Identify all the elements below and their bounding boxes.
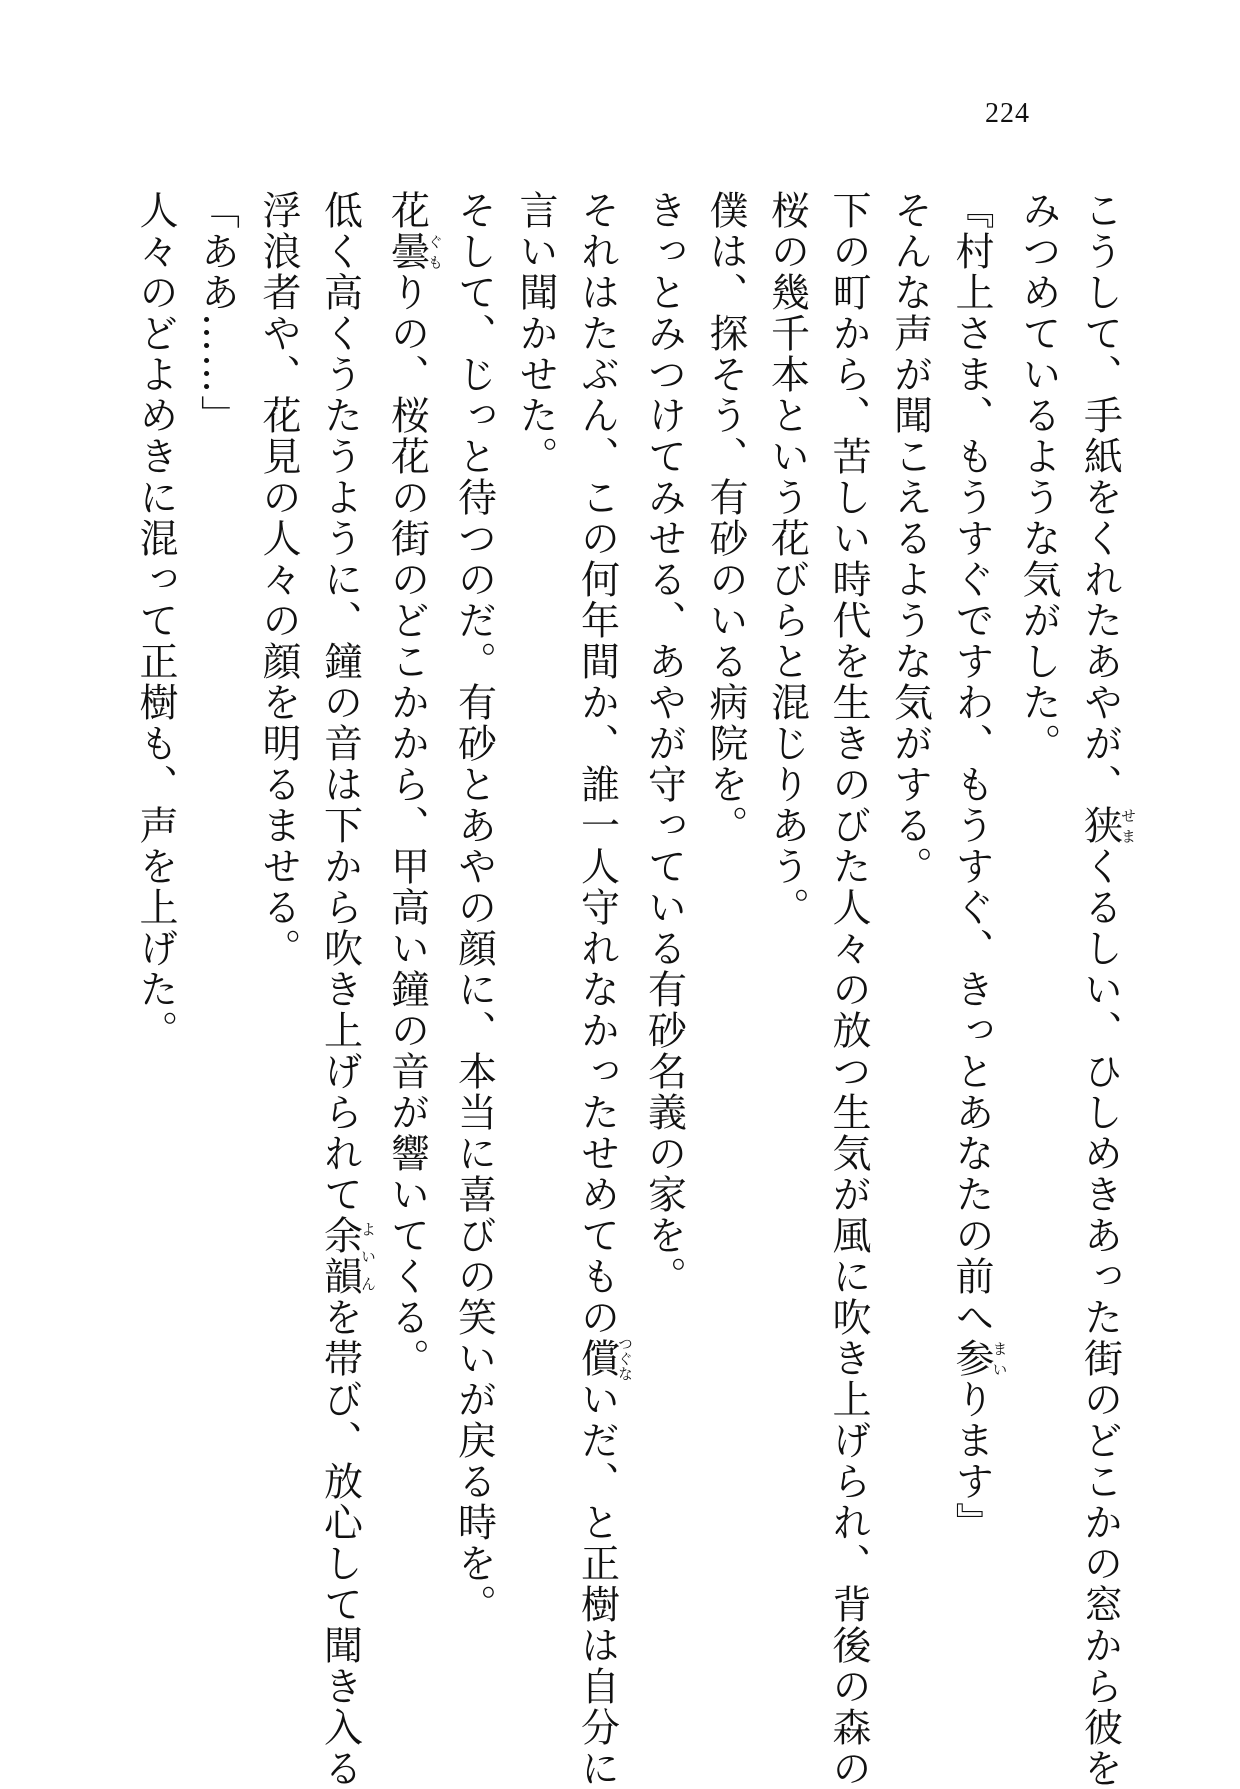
text-segment: いだ、と正樹は自分に <box>574 1379 620 1789</box>
text-line <box>309 190 377 1789</box>
text-segment: きっとみつけてみせる、あやが守っている有砂名義の家を。 <box>641 190 687 1297</box>
text-line <box>125 190 187 1610</box>
furigana: せま <box>1119 805 1137 846</box>
ruby-word <box>1077 805 1137 846</box>
text-segment: 『村上さま、もうすぐですわ、もうすぐ、きっとあなたの前へ <box>949 190 994 1338</box>
text-segment: 言い聞かせた。 <box>513 190 558 477</box>
text-segment: 浮浪者や、花見の人々の顔を明るませる。 <box>256 190 301 969</box>
text-segment: そして、じっと待つのだ。有砂とあやの顔に、本当に喜びの笑いが戻る時を。 <box>451 190 497 1625</box>
ruby-base: 参 <box>949 1338 994 1379</box>
text-line <box>941 190 1008 1610</box>
text-segment: りの、桜花の街のどこかから、甲高い鐘の音が響いてくる。 <box>384 272 430 1379</box>
text-segment: こうして、手紙をくれたあやが、 <box>1077 190 1123 805</box>
furigana: ぐも <box>426 231 444 272</box>
ruby-word <box>949 1338 1009 1379</box>
text-segment: を帯び、放心して聞き入る <box>317 1297 363 1789</box>
ruby-word <box>317 1215 377 1297</box>
text-segment: みつめているような気がした。 <box>1016 190 1061 764</box>
text-line <box>1069 190 1137 1789</box>
text-line <box>376 190 443 1610</box>
body-text <box>125 190 1137 1789</box>
furigana: よいん <box>359 1215 377 1297</box>
text-line <box>248 190 310 1610</box>
text-segment: 「ああ……」 <box>194 190 240 436</box>
ruby-base: 曇 <box>384 231 430 272</box>
text-segment: 低く高くうたうように、鐘の音は下から吹き上げられて <box>317 190 363 1215</box>
text-segment: くるしい、ひしめきあった街のどこかの窓から彼を <box>1077 846 1123 1789</box>
furigana: まい <box>990 1338 1009 1379</box>
page-number: 224 <box>985 98 1030 129</box>
ruby-base: 償 <box>574 1336 620 1381</box>
ruby-word <box>384 231 444 272</box>
furigana: つぐな <box>616 1336 634 1381</box>
text-line <box>695 190 757 1610</box>
text-line <box>505 190 567 1610</box>
text-line <box>186 190 248 1610</box>
text-segment: そんな声が聞こえるような気がする。 <box>887 190 933 887</box>
text-segment: 人々のどよめきに混って正樹も、声を上げた。 <box>133 190 178 1051</box>
ruby-base: 余韻 <box>317 1215 363 1297</box>
text-line <box>818 190 880 1789</box>
text-segment: 下の町から、苦しい時代を生きのびた人々の放つ生気が風に吹き上げられ、背後の森の <box>826 190 871 1789</box>
text-segment: 僕は、探そう、有砂のいる病院を。 <box>703 190 748 846</box>
text-line <box>1008 190 1070 1610</box>
text-segment: それはたぶん、この何年間か、誰一人守れなかったせめてもの <box>574 190 620 1338</box>
text-line <box>756 190 818 1610</box>
text-line <box>566 190 634 1789</box>
ruby-base: 狭 <box>1077 805 1123 846</box>
text-line <box>443 190 505 1625</box>
text-line <box>879 190 941 1610</box>
text-segment: ります』 <box>949 1379 994 1543</box>
ruby-word <box>574 1336 634 1381</box>
text-segment: 花 <box>384 190 430 231</box>
text-segment: 桜の幾千本という花びらと混じりあう。 <box>764 190 810 928</box>
text-line <box>633 190 695 1610</box>
